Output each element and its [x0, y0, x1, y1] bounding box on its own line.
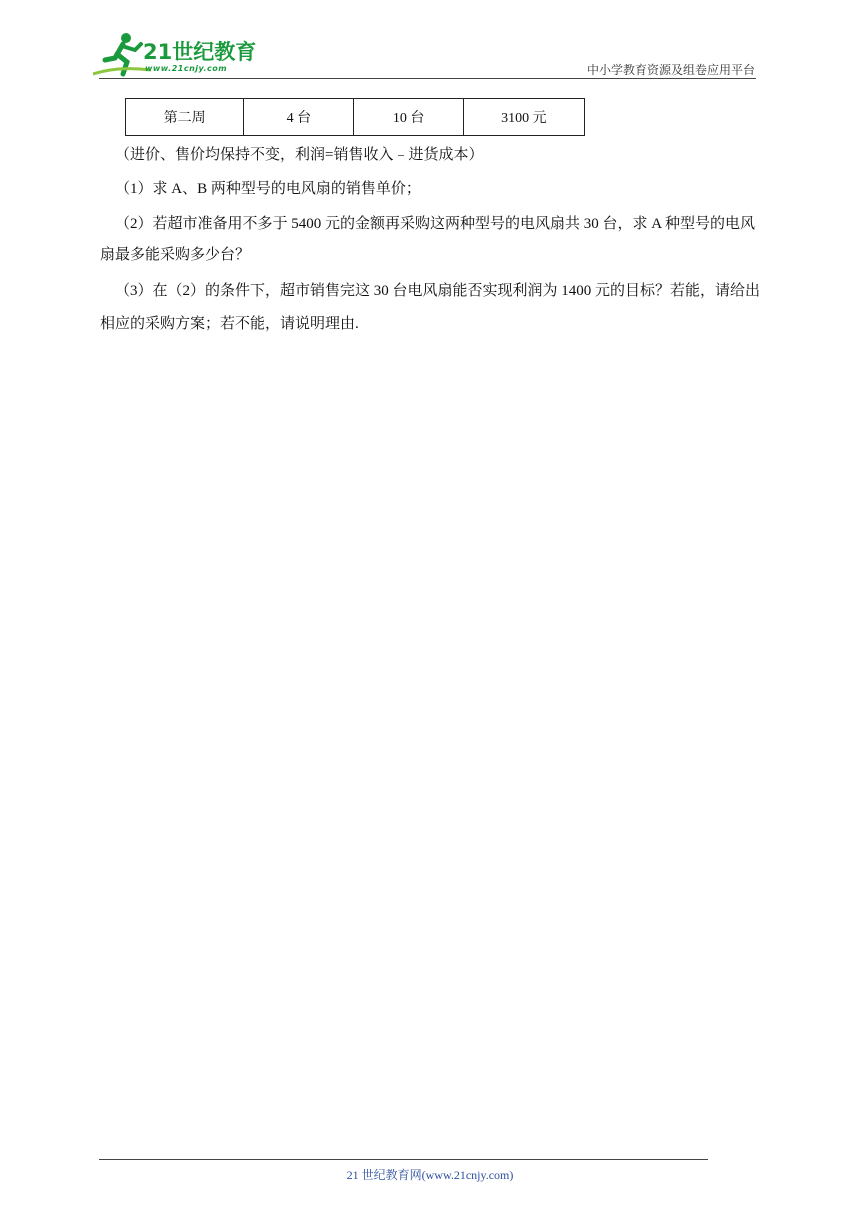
footer-text[interactable]: 21 世纪教育网(www.21cnjy.com) [346, 1168, 514, 1182]
table-row [126, 99, 585, 136]
table-cell: 第二周 [126, 99, 244, 136]
table-cell: 10 台 [354, 99, 463, 136]
table-cell: 4 台 [244, 99, 354, 136]
question-3: （3）在（2）的条件下，超市销售完这 30 台电风扇能否实现利润为 1400 元的目标？若能，请给出相应的采购方案；若不能，请说明理由. [100, 283, 761, 332]
header-tagline: 中小学教育资源及组卷应用平台 [586, 63, 755, 77]
page-header [0, 0, 860, 80]
note-paragraph: （进价、售价均保持不变，利润=销售收入﹣进货成本） [115, 147, 484, 163]
table-cell: 3100 元 [463, 99, 584, 136]
footer-divider [99, 1159, 708, 1160]
header-divider [99, 78, 756, 79]
logo-url: www.21cnjy.com [145, 64, 228, 73]
question-1: （1）求 A、B 两种型号的电风扇的销售单价； [115, 181, 421, 197]
logo-text: 21世纪教育 [143, 40, 257, 64]
sales-table [125, 98, 585, 136]
question-2: （2）若超市准备用不多于 5400 元的金额再采购这两种型号的电风扇共 30 台，求 A 种型号的电风扇最多能采购多少台？ [100, 216, 756, 263]
site-logo[interactable] [93, 30, 258, 80]
